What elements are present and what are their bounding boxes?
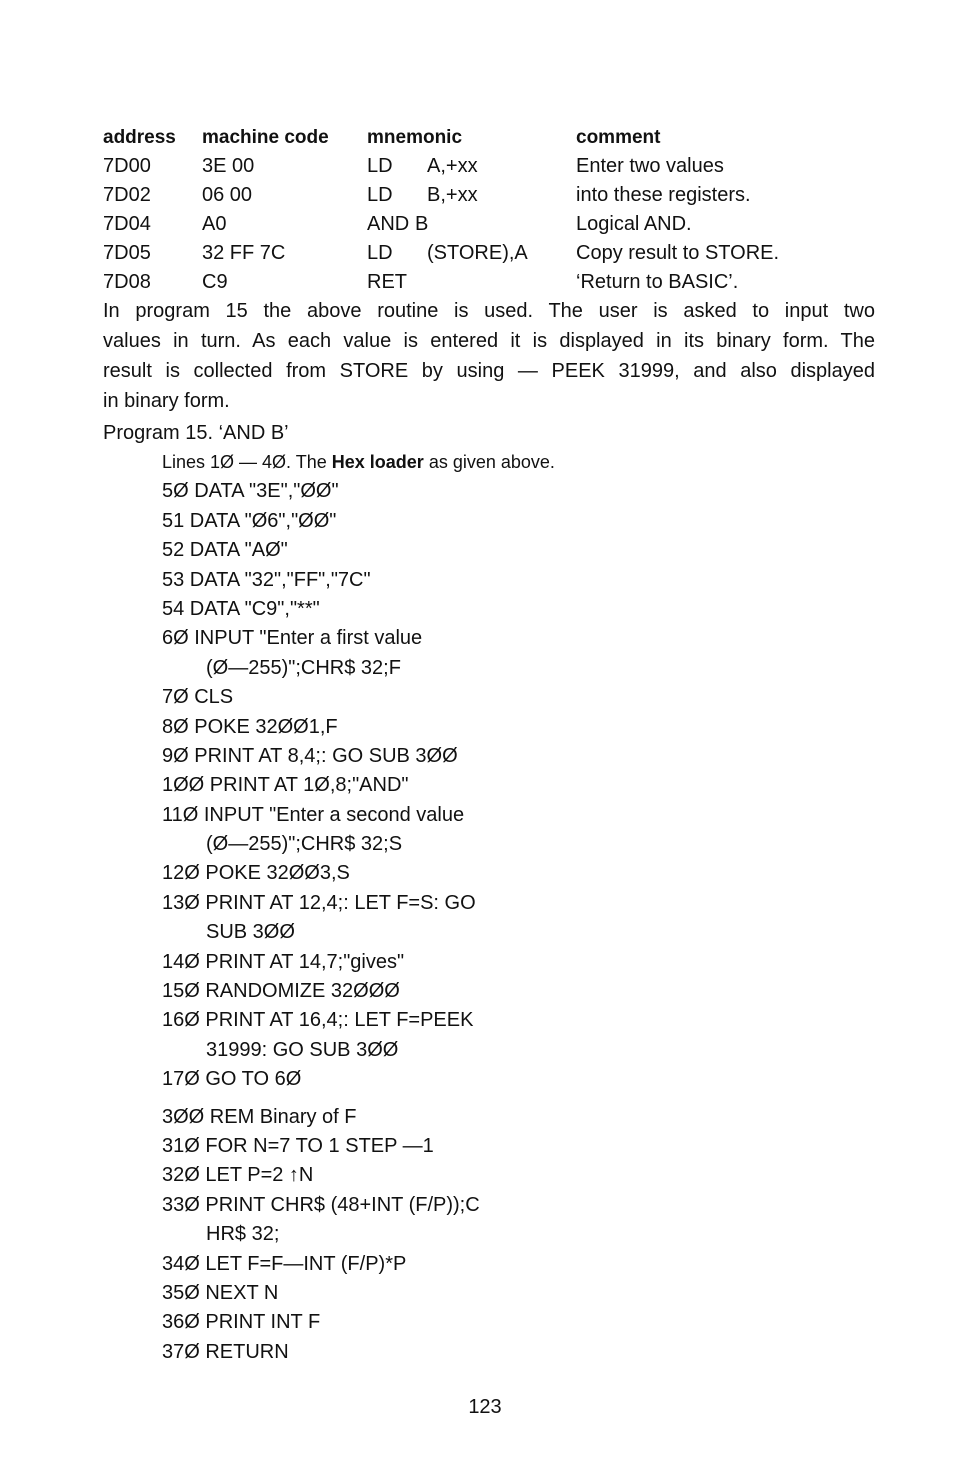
cell-comment: Logical AND.: [576, 213, 692, 235]
assembly-table: [103, 124, 883, 297]
paragraph-line: In program 15 the above routine is used. The user is asked to input two: [103, 300, 875, 322]
table-row: [103, 268, 883, 297]
body-paragraph: [103, 296, 875, 416]
code-line: 35Ø NEXT N: [162, 1281, 279, 1304]
code-line: 31Ø FOR N=7 TO 1 STEP —1: [162, 1134, 434, 1157]
cell-operand: A,+xx: [427, 155, 478, 177]
code-line: 15Ø RANDOMIZE 32ØØØ: [162, 980, 400, 1003]
code-line: 11Ø INPUT "Enter a second value: [162, 803, 465, 826]
cell-opcode: RET: [367, 271, 407, 293]
table-row: [103, 239, 883, 268]
paragraph-line: result is collected from STORE by using — PEEK 31999, and also displayed: [103, 360, 875, 382]
code-line: 13Ø PRINT AT 12,4;: LET F=S: GO: [162, 891, 476, 914]
cell-comment: ‘Return to BASIC’.: [576, 271, 739, 293]
code-line: 52 DATA "AØ": [162, 539, 288, 562]
code-line-continuation: HR$ 32;: [206, 1223, 280, 1246]
code-line-continuation: 31999: GO SUB 3ØØ: [206, 1038, 399, 1061]
header-mnemonic: mnemonic: [367, 127, 463, 148]
header-comment: comment: [576, 127, 661, 148]
code-line: 17Ø GO TO 6Ø: [162, 1068, 302, 1091]
header-address: address: [103, 127, 176, 148]
code-line: 12Ø POKE 32ØØ3,S: [162, 862, 350, 885]
cell-address: 7D04: [103, 213, 151, 235]
cell-opcode: LD: [367, 155, 393, 177]
code-line: 32Ø LET P=2 ↑N: [162, 1164, 314, 1187]
code-line: 36Ø PRINT INT F: [162, 1311, 321, 1334]
cell-comment: Copy result to STORE.: [576, 242, 780, 264]
cell-operand: (STORE),A: [427, 242, 528, 264]
code-line: 33Ø PRINT CHR$ (48+INT (F/P));C: [162, 1193, 480, 1216]
cell-operand: B: [415, 213, 429, 235]
cell-comment: into these registers.: [576, 184, 751, 206]
table-row: [103, 210, 883, 239]
cell-opcode: LD: [367, 184, 393, 206]
intro-bold-text: Hex loader: [331, 452, 424, 472]
page-number: 123: [468, 1396, 502, 1418]
code-line: 53 DATA "32","FF","7C": [162, 568, 371, 591]
code-line: 9Ø PRINT AT 8,4;: GO SUB 3ØØ: [162, 744, 458, 767]
cell-machine-code: 06 00: [202, 184, 253, 206]
code-line: 6Ø INPUT "Enter a first value: [162, 627, 423, 650]
code-line: 54 DATA "C9","**": [162, 597, 320, 620]
code-line: 14Ø PRINT AT 14,7;"gives": [162, 950, 405, 973]
code-line-continuation: (Ø—255)";CHR$ 32;S: [206, 833, 403, 856]
table-row: [103, 152, 883, 181]
intro-text-suffix: as given above.: [423, 452, 555, 472]
code-line: 8Ø POKE 32ØØ1,F: [162, 715, 338, 738]
code-line: 34Ø LET F=F—INT (F/P)*P: [162, 1252, 407, 1275]
code-line: 1ØØ PRINT AT 1Ø,8;"AND": [162, 774, 409, 797]
cell-address: 7D00: [103, 155, 151, 177]
cell-machine-code: 32 FF 7C: [202, 242, 286, 264]
table-row: [103, 181, 883, 210]
cell-operand: B,+xx: [427, 184, 478, 206]
code-line: 37Ø RETURN: [162, 1340, 289, 1363]
listing-intro: [162, 448, 555, 477]
cell-address: 7D05: [103, 242, 151, 264]
cell-opcode: LD: [367, 242, 393, 264]
intro-text: Lines 1Ø — 4Ø. The: [162, 452, 332, 472]
code-line-continuation: (Ø—255)";CHR$ 32;F: [206, 656, 401, 679]
code-line: 3ØØ REM Binary of F: [162, 1105, 357, 1128]
cell-address: 7D08: [103, 271, 151, 293]
program-title: Program 15. ‘AND B’: [103, 422, 289, 444]
code-line: 51 DATA "Ø6","ØØ": [162, 509, 337, 532]
cell-machine-code: 3E 00: [202, 155, 255, 177]
cell-address: 7D02: [103, 184, 151, 206]
cell-comment: Enter two values: [576, 155, 724, 177]
table-header-row: [103, 124, 883, 152]
cell-opcode: AND: [367, 213, 410, 235]
code-line: 16Ø PRINT AT 16,4;: LET F=PEEK: [162, 1009, 474, 1032]
code-line-continuation: SUB 3ØØ: [206, 921, 295, 944]
paragraph-line: values in turn. As each value is entered it is displayed in its binary form. The: [103, 330, 875, 352]
cell-machine-code: C9: [202, 271, 228, 293]
paragraph-line: in binary form.: [103, 390, 230, 412]
cell-machine-code: A0: [202, 213, 227, 235]
code-line: 7Ø CLS: [162, 686, 234, 709]
code-line: 5Ø DATA "3E","ØØ": [162, 480, 339, 503]
header-machine-code: machine code: [202, 127, 329, 148]
code-listing: [162, 448, 555, 1367]
